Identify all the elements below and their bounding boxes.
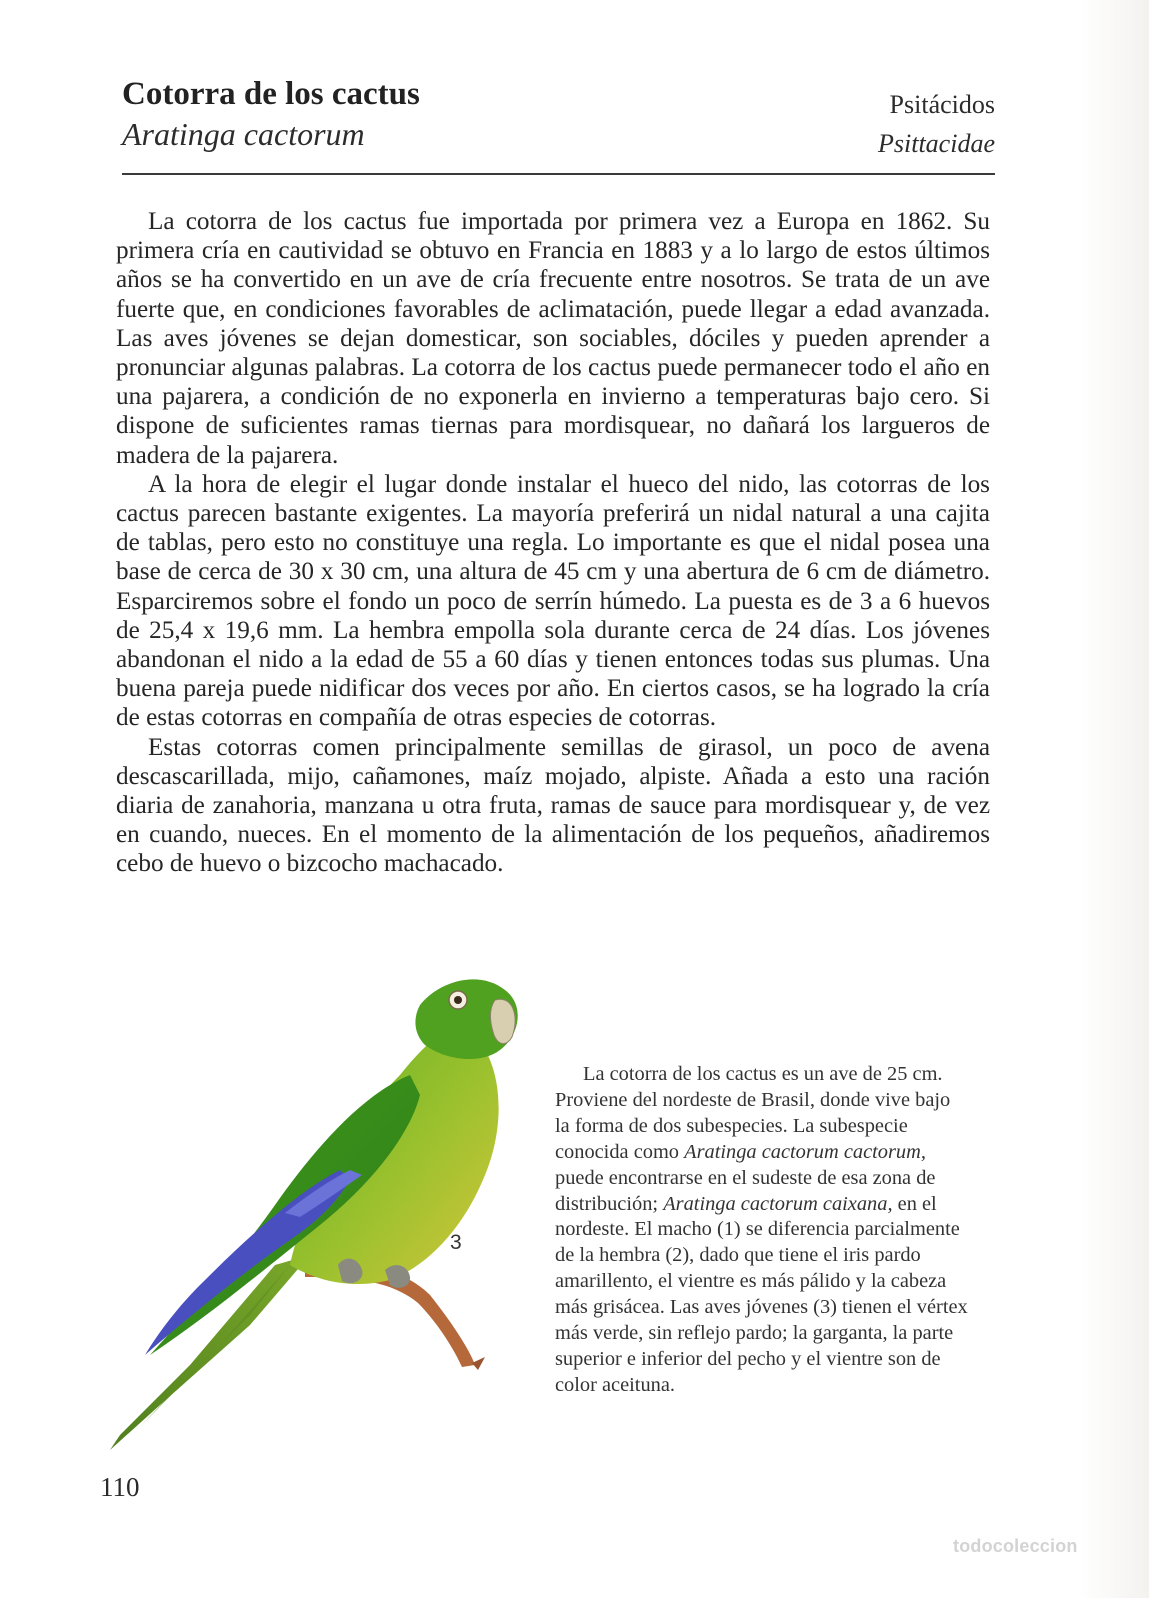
paragraph-feeding: Estas cotorras comen principalmente semillas de girasol, un poco de avena descascarillada, mijo, cañamones, maíz mojado, alpiste. Añada a esto una ración diaria de zanahoria, manzana u otra fruta, ramas de sauce para mordisquear y, de vez en cuando, nueces. En el momento de la alimentación de los pequeños, añadiremos cebo de huevo o bizcocho machacado. bbox=[116, 733, 990, 878]
page-edge-shadow bbox=[1080, 0, 1149, 1598]
caption-subspecies-1: Aratinga cactorum cactorum, bbox=[684, 1140, 926, 1163]
parrot-illustration bbox=[100, 965, 530, 1465]
caption-text-2: puede encontrarse en el sudeste de esa zona de distribución; bbox=[555, 1166, 936, 1215]
figure-number: 3 bbox=[450, 1231, 462, 1254]
page-number: 110 bbox=[100, 1472, 140, 1502]
species-common-name: Cotorra de los cactus bbox=[122, 76, 420, 112]
parrot-drawing bbox=[100, 965, 530, 1465]
species-heading bbox=[122, 74, 642, 154]
caption-text-1: La cotorra de los cactus es un ave de 25 cm. Proviene del nordeste de Brasil, donde vive bajo la forma de dos subespecies. La subespecie conocida como bbox=[555, 1063, 951, 1163]
header-divider bbox=[122, 173, 995, 175]
family-common-name: Psitácidos bbox=[889, 90, 995, 119]
figure-caption bbox=[555, 1062, 969, 1399]
paragraph-nesting: A la hora de elegir el lugar donde instalar el hueco del nido, las cotorras de los cactus parecen bastante exigentes. La mayoría preferirá un nidal natural a una cajita de tablas, pero esto no constituye una regla. Lo importante es que el nidal posea una base de cerca de 30 x 30 cm, una altura de 45 cm y una abertura de 6 cm de diámetro. Esparciremos sobre el fondo un poco de serrín húmedo. La puesta es de 3 a 6 huevos de 25,4 x 19,6 mm. La hembra empolla sola durante cerca de 24 días. Los jóvenes abandonan el nido a la edad de 55 a 60 días y tienen entonces todas sus plumas. Una buena pareja puede nidificar dos veces por año. En ciertos casos, se ha logrado la cría de estas cotorras en compañía de otras especies de cotorras. bbox=[116, 470, 990, 732]
species-scientific-name: Aratinga cactorum bbox=[122, 116, 365, 152]
paragraph-history: La cotorra de los cactus fue importada por primera vez a Europa en 1862. Su primera cría en cautividad se obtuvo en Francia en 1883 y a lo largo de estos últimos años se ha convertido en un ave de cría frecuente entre nosotros. Se trata de un ave fuerte que, en condiciones favorables de aclimatación, puede llegar a edad avanzada. Las aves jóvenes se dejan domesticar, son sociables, dóciles y pueden aprender a pronunciar algunas palabras. La cotorra de los cactus puede permanecer todo el año en una pajarera, a condición de no exponerla en invierno a temperaturas bajo cero. Si dispone de suficientes ramas tiernas para mordisquear, no dañará los largueros de madera de la pajarera. bbox=[116, 208, 990, 469]
watermark-logo: todocoleccion bbox=[953, 1536, 1078, 1556]
caption-subspecies-2: Aratinga cactorum caixana, bbox=[663, 1192, 893, 1215]
family-scientific-name: Psittacidae bbox=[878, 129, 995, 158]
caption-text-3: en el nordeste. El macho (1) se diferencia parcialmente de la hembra (2), dado que tiene el iris pardo amarillento, el vientre es más pálido y la cabeza más grisácea. Las aves jóvenes (3) tienen el vértex más verde, sin reflejo pardo; la garganta, la parte superior e inferior del pecho y el vientre son de color aceituna. bbox=[555, 1192, 968, 1396]
family-heading bbox=[695, 86, 995, 164]
body-text bbox=[116, 207, 990, 879]
